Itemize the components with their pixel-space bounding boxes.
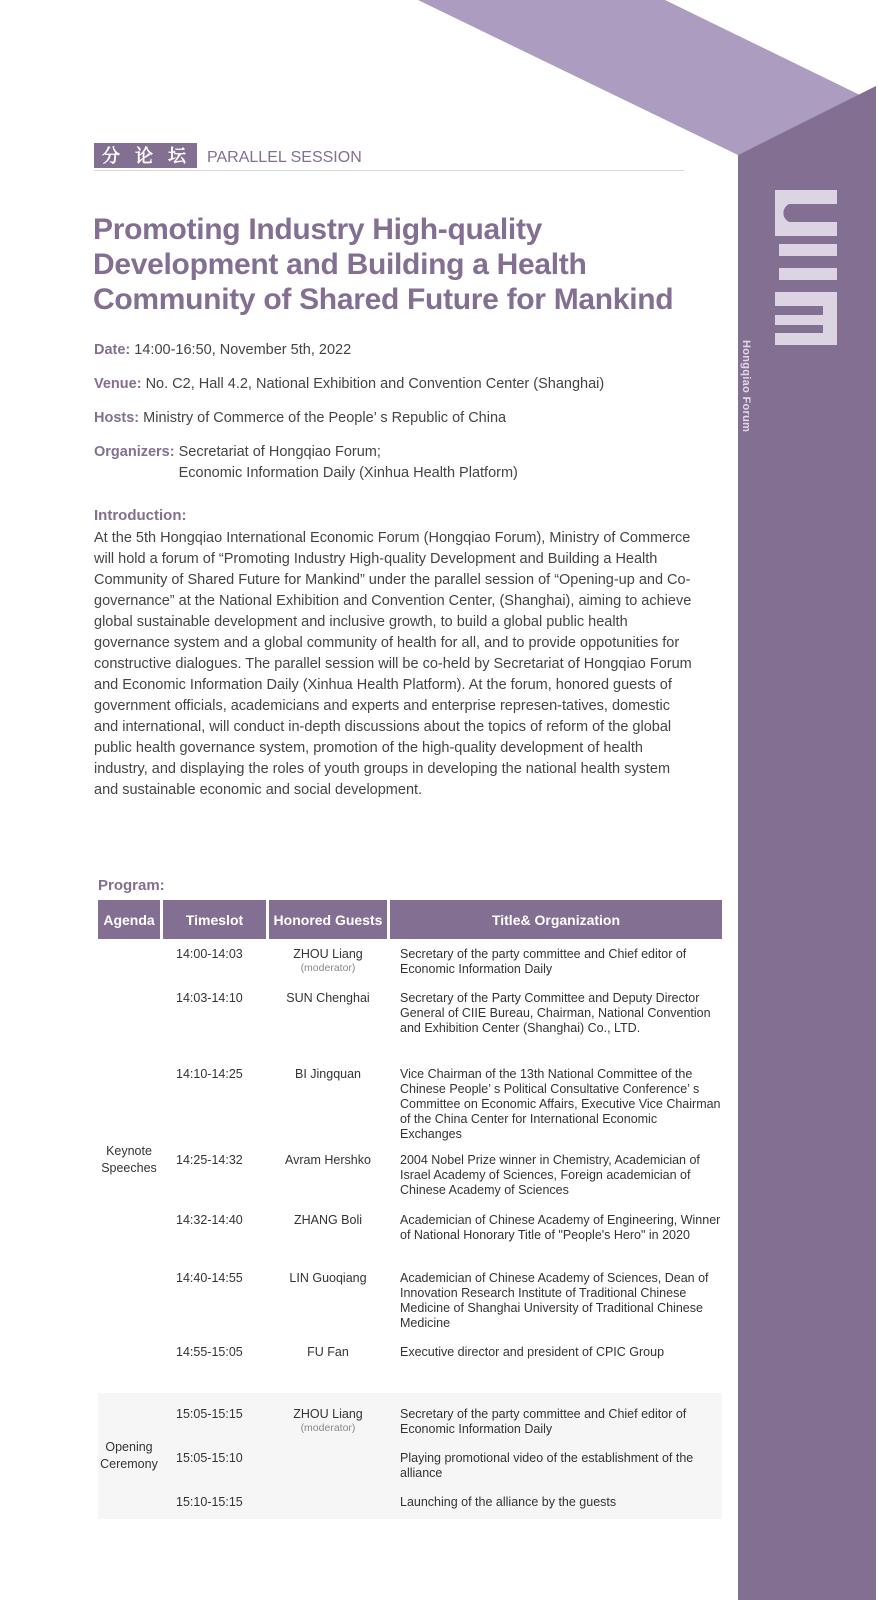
organizer-value: Economic Information Daily (Xinhua Health Platform) (178, 465, 518, 481)
timeslot: 15:05-15:15 (176, 1407, 243, 1421)
logo-letter-i2 (779, 268, 837, 280)
program-label: Program: (98, 877, 165, 894)
date-value: 14:00-16:50, November 5th, 2022 (134, 342, 352, 358)
header-agenda: Agenda (98, 900, 160, 939)
meta-organizers (94, 442, 714, 484)
agenda-label: Opening Ceremony (100, 1440, 158, 1471)
session-tag (94, 143, 362, 168)
title-organization: Academician of Chinese Academy of Sciences, Dean of Innovation Research Institute of Traditional Chinese Medicine of Shanghai University of Traditional Chinese Medicine (400, 1271, 709, 1330)
title-organization: Secretary of the party committee and Chief editor of Economic Information Daily (400, 947, 687, 976)
organizers-label: Organizers: (94, 444, 175, 460)
timeslot: 14:40-14:55 (176, 1271, 243, 1285)
session-label-en: PARALLEL SESSION (207, 149, 362, 166)
title-organization: Secretary of the Party Committee and Deputy Director General of CIIE Bureau, Chairman, National Convention and Exhibition Center (Shanghai) Co., LTD. (400, 991, 711, 1035)
table-row (98, 991, 722, 1067)
table-row (98, 1393, 722, 1437)
guest-name: FU Fan (307, 1345, 349, 1359)
guest (269, 947, 387, 991)
table-row (98, 1067, 722, 1153)
guest-name (269, 1495, 387, 1513)
header-title-organization: Title& Organization (390, 900, 722, 939)
guest-name: ZHOU Liang (293, 947, 363, 961)
header-guests: Honored Guests (269, 900, 387, 939)
agenda-label: Keynote Speeches (101, 1144, 157, 1175)
ciie-logo (775, 190, 837, 345)
introduction-label: Introduction: (94, 507, 187, 524)
logo-letter-i1 (779, 244, 837, 256)
table-row (98, 939, 722, 991)
hosts-value: Ministry of Commerce of the People’ s Republic of China (143, 410, 507, 426)
hosts-label: Hosts: (94, 410, 140, 426)
meta-venue (94, 374, 714, 395)
introduction-text: At the 5th Hongqiao International Economic Forum (Hongqiao Forum), Ministry of Commerce will hold a forum of “Promoting Industry High-quality Development and Building a Health Community of Shared Future for Mankind” under the parallel session of “Opening-up and Co-governance” at the National Exhibition and Convention Center, (Shanghai), aiming to achieve global sustainable development and inclusive growth, to build a global public health governance system and a global community of health for all, and to provide oppotunities for constructive dialogues. The parallel session will be co-held by Secretariat of Hongqiao Forum and Economic Information Daily (Xinhua Health Platform). At the forum, honored guests of government officials, academicians and experts and enterprise represen-tatives, domestic and international, will conduct in-depth discussions about the topics of reform of the global public health governance system, promotion of the high-quality development of health industry, and displaying the roles of youth groups in developing the national health system and sustainable economic and social development. (94, 530, 692, 798)
title-organization: 2004 Nobel Prize winner in Chemistry, Academician of Israel Academy of Sciences, Foreign academician of Chinese Academy of Sciences (400, 1153, 700, 1197)
agenda-group-keynote (98, 939, 722, 1381)
logo-subtitle: Hongqiao Forum (740, 340, 752, 433)
timeslot: 14:25-14:32 (176, 1153, 243, 1167)
session-label-cn: 分 论 坛 (94, 143, 197, 168)
guest-name: LIN Guoqiang (289, 1271, 367, 1285)
meta-hosts (94, 408, 714, 429)
logo-letter-e (775, 292, 837, 345)
table-row (98, 1481, 722, 1513)
table-row (98, 1437, 722, 1481)
table-header (98, 900, 722, 939)
guest-note: (moderator) (300, 1422, 356, 1434)
title-organization: Vice Chairman of the 13th National Committee of the Chinese People’ s Political Consultative Conference’ s Committee on Economic Affairs, Executive Vice Chairman of the China Center for International Economic Exchanges (400, 1067, 721, 1141)
title-organization: Launching of the alliance by the guests (400, 1495, 617, 1509)
header-timeslot: Timeslot (163, 900, 266, 939)
agenda-group-opening (98, 1393, 722, 1519)
venue-value: No. C2, Hall 4.2, National Exhibition and Convention Center (Shanghai) (145, 376, 605, 392)
timeslot: 14:55-15:05 (176, 1345, 243, 1359)
page-title: Promoting Industry High-quality Development and Building a Health Community of Shared Future for Mankind (93, 213, 674, 316)
guest-name: BI Jingquan (294, 1067, 362, 1081)
table-row (98, 1213, 722, 1271)
guest-name: Avram Hershko (285, 1153, 371, 1167)
title-organization: Executive director and president of CPIC Group (400, 1345, 665, 1359)
title-organization: Secretary of the party committee and Chief editor of Economic Information Daily (400, 1407, 687, 1436)
timeslot: 14:32-14:40 (176, 1213, 243, 1227)
timeslot: 14:03-14:10 (176, 991, 243, 1005)
title-organization: Playing promotional video of the establishment of the alliance (400, 1451, 694, 1480)
table-row (98, 1345, 722, 1381)
venue-label: Venue: (94, 376, 142, 392)
guest (269, 1407, 387, 1437)
timeslot: 15:10-15:15 (176, 1495, 243, 1509)
guest-name (269, 1451, 387, 1481)
timeslot: 14:00-14:03 (176, 947, 243, 961)
organizer-value: Secretariat of Hongqiao Forum; (178, 444, 381, 460)
program-table (98, 900, 722, 1519)
divider (94, 170, 684, 171)
timeslot: 14:10-14:25 (176, 1067, 243, 1081)
table-row (98, 1153, 722, 1213)
table-row (98, 1271, 722, 1345)
meta-date (94, 340, 714, 361)
title-organization: Academician of Chinese Academy of Engineering, Winner of National Honorary Title of "People's Hero" in 2020 (400, 1213, 721, 1242)
guest-name: SUN Chenghai (286, 991, 370, 1005)
guest-note: (moderator) (300, 962, 356, 974)
timeslot: 15:05-15:10 (176, 1451, 243, 1465)
guest-name: ZHOU Liang (293, 1407, 363, 1421)
guest-name: ZHANG Boli (293, 1213, 363, 1227)
logo-letter-c (775, 190, 837, 236)
date-label: Date: (94, 342, 131, 358)
